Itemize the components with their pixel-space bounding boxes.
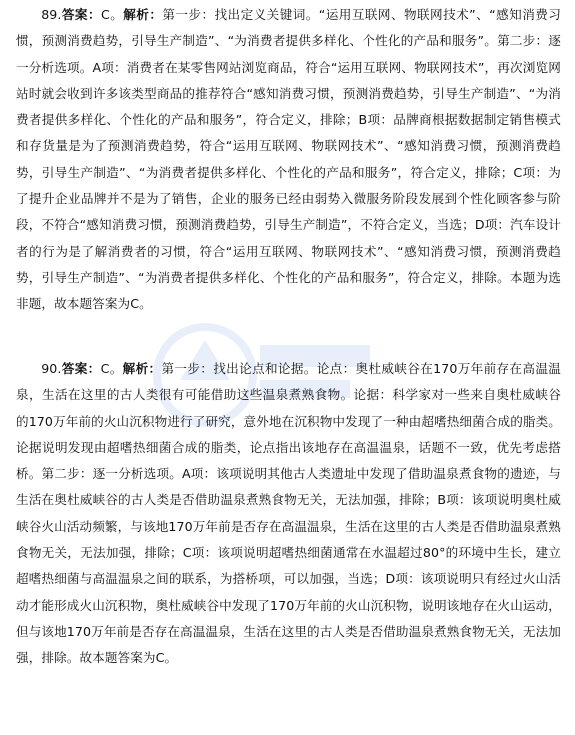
answer-value: C。 [100,7,124,22]
question-90-explanation [16,356,561,672]
analysis-label: 解析： [123,7,163,22]
analysis-label: 解析： [122,361,162,376]
answer-label: 答案： [61,361,101,376]
answer-label: 答案： [61,7,101,22]
analysis-text: 第一步：找出论点和论据。论点：奥杜威峡谷在170万年前存在高温温泉，生活在这里的古人类很有可能借助这些温泉煮熟食物。论据：科学家对一些来自奥杜威峡谷的170万年前的火山沉积物进行了研究，意外地在沉积物中发现了一种由超嗜热细菌合成的脂类。论据说明发现由超嗜热细菌合成的脂类，论点指出该地存在高温温泉，话题不一致，优先考虑搭桥。第二步：逐一分析选项。A项：该项说明其他古人类遗址中发现了借助温泉煮食物的遗迹，与生活在奥杜威峡谷的古人类是否借助温泉煮熟食物无关，无法加强，排除；B项：该项说明奥杜威峡谷火山活动频繁，与该地170万年前是否存在高温温泉，生活在这里的古人类是否借助温泉煮熟食物无关，无法加强，排除；C项：该项说明超嗜热细菌通常在水温超过80°的环境中生长，建立超嗜热细菌与高温温泉之间的联系，为搭桥项，可以加强，当选；D项：该项说明只有经过火山活动才能形成火山沉积物，奥杜威峡谷中发现了170万年前的火山沉积物，说明该地存在火山运动，但与该地170万年前是否存在高温温泉，生活在这里的古人类是否借助温泉煮熟食物无关，无法加强，排除。故本题答案为C。 [16,361,561,666]
answer-value: C。 [100,361,123,376]
question-number: 90. [41,361,62,376]
question-number: 89. [41,7,62,22]
question-89-explanation [16,2,561,318]
analysis-text: 第一步：找出定义关键词。“运用互联网、物联网技术”、“感知消费习惯，预测消费趋势，引导生产制造”、“为消费者提供多样化、个性化的产品和服务”。第二步：逐一分析选项。A项：消费者在某零售网站浏览商品，符合“运用互联网、物联网技术”，再次浏览网站时就会收到许多该类型商品的推荐符合“感知消费习惯，预测消费趋势，引导生产制造”、“为消费者提供多样化、个性化的产品和服务”，符合定义，排除；B项：品牌商根据数据制定销售模式和存货量是为了预测消费趋势，符合“运用互联网、物联网技术”、“感知消费习惯，预测消费趋势，引导生产制造”、“为消费者提供多样化、个性化的产品和服务”，符合定义，排除；C项：为了提升企业品牌并不是为了销售，企业的服务已经由弱势入微服务阶段发展到个性化顾客参与阶段，不符合“感知消费习惯，预测消费趋势，引导生产制造”，不符合定义，当选；D项：汽车设计者的行为是了解消费者的习惯，符合“运用互联网、物联网技术”、“感知消费习惯，预测消费趋势，引导生产制造”、“为消费者提供多样化、个性化的产品和服务”，符合定义，排除。本题为选非题，故本题答案为C。 [16,7,561,312]
